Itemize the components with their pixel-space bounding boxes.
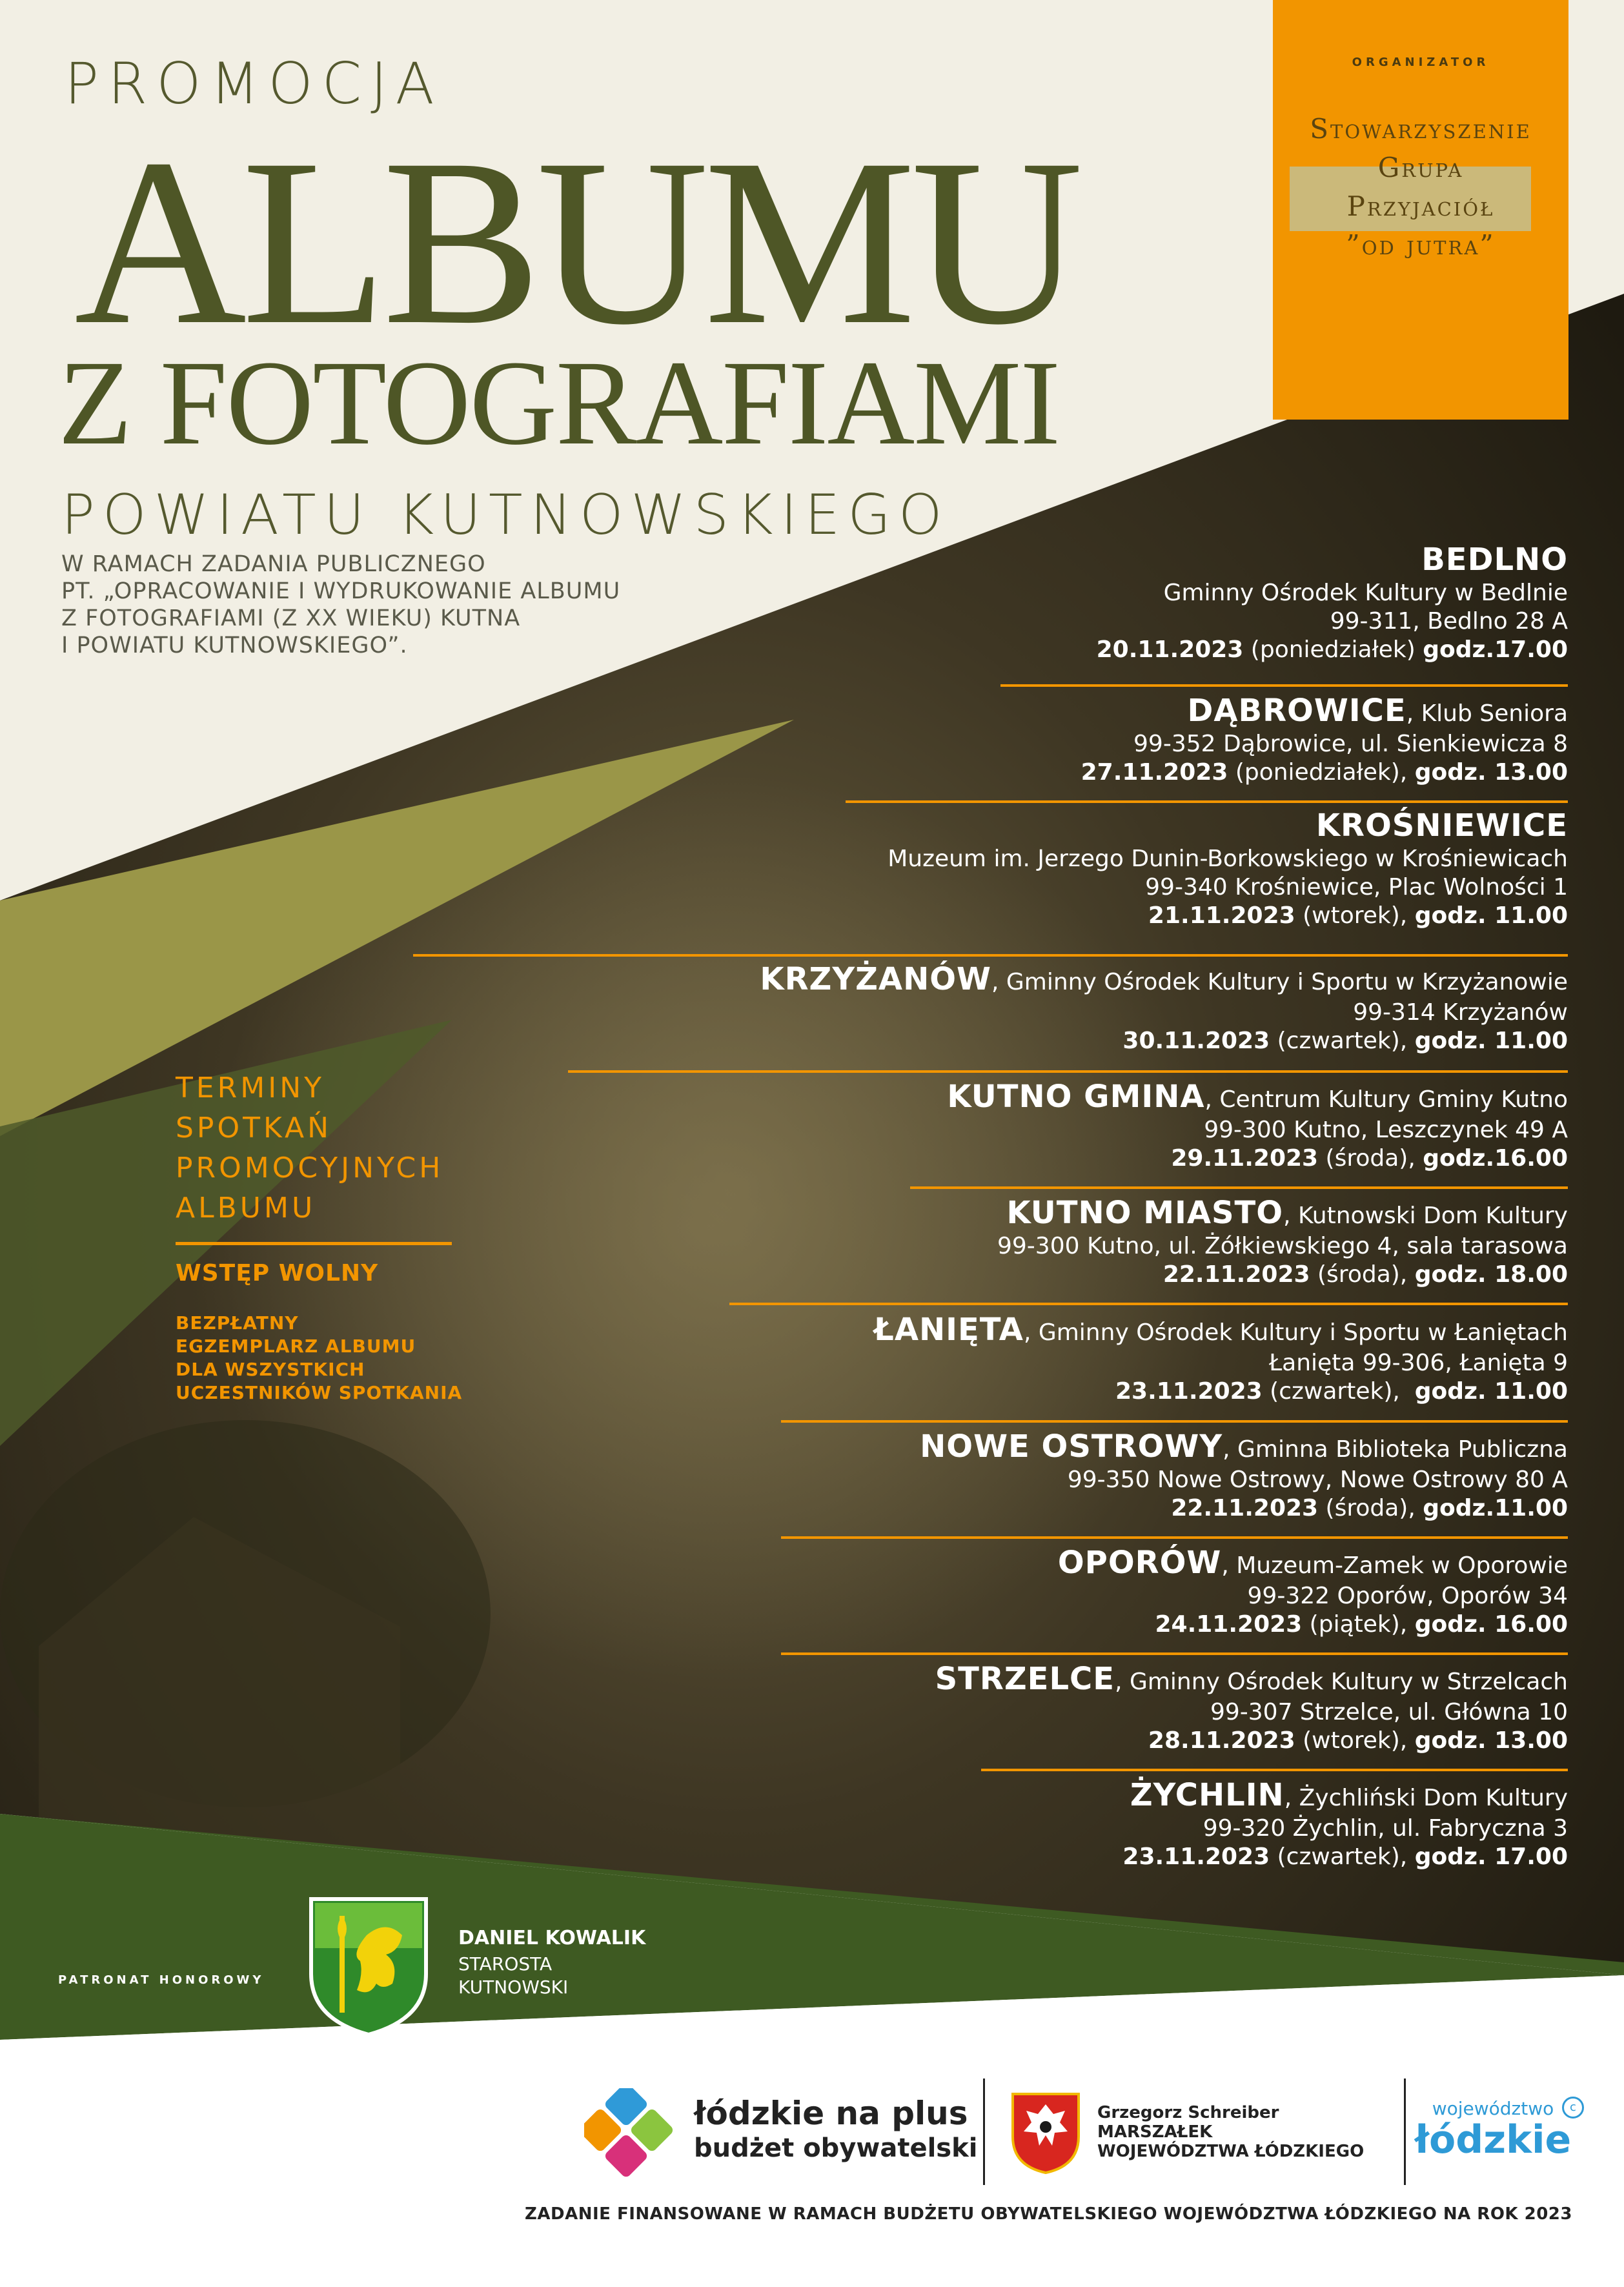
event-entry [471,1663,1568,1755]
event-separator [413,954,1568,957]
event-separator [781,1652,1568,1655]
voivodeship-coat-of-arms [1010,2091,1081,2175]
event-entry [471,963,1568,1055]
event-time: godz. 17.00 [1414,1844,1568,1870]
event-venue: , Gminny Ośrodek Kultury i Sportu w Łaniętach [1023,1319,1568,1346]
event-address: 99-352 Dąbrowice, ul. Sienkiewicza 8 [1133,731,1568,757]
event-separator [981,1769,1568,1771]
event-day: (czwartek), [1270,1028,1415,1054]
event-date: 30.11.2023 [1122,1028,1270,1054]
event-venue: Gminny Ośrodek Kultury w Bedlnie [1163,580,1568,606]
event-venue: , Gminny Ośrodek Kultury i Sportu w Krzyżanowie [991,969,1568,995]
event-separator [568,1070,1568,1073]
event-datetime [471,1144,1568,1173]
marshal-info: Grzegorz Schreiber MARSZAŁEK WOJEWÓDZTWA ŁÓDZKIEGO [1097,2103,1365,2161]
terminy-heading: TERMINY SPOTKAŃ PROMOCYJNYCH ALBUMU [176,1072,444,1225]
event-venue: Muzeum im. Jerzego Dunin-Borkowskiego w Krośniewicach [888,846,1568,872]
event-heading [471,963,1568,999]
event-time: godz.11.00 [1423,1495,1568,1521]
event-day: (środa), [1318,1495,1423,1521]
event-day: (środa), [1310,1261,1415,1288]
event-venue: , Klub Seniora [1406,700,1568,727]
event-datetime [471,1727,1568,1755]
event-datetime [471,1611,1568,1639]
event-datetime [471,1843,1568,1871]
event-entry [471,1081,1568,1173]
event-date: 21.11.2023 [1148,902,1295,929]
event-time: godz. 13.00 [1414,1727,1568,1754]
event-day: (piątek), [1302,1611,1415,1638]
event-separator [781,1536,1568,1539]
event-time: godz.16.00 [1423,1145,1568,1172]
event-entry [471,544,1568,664]
event-address: 99-322 Oporów, Oporów 34 [1247,1583,1568,1609]
event-address: 99-314 Krzyżanów [1353,999,1568,1026]
event-time: godz.17.00 [1423,636,1568,663]
event-heading [471,1314,1568,1349]
event-entry [471,1314,1568,1406]
event-datetime [471,1027,1568,1055]
event-day: (środa), [1318,1145,1423,1172]
event-datetime [471,1261,1568,1289]
event-heading [471,1663,1568,1698]
event-date: 22.11.2023 [1162,1261,1310,1288]
event-date: 29.11.2023 [1171,1145,1319,1172]
free-album-note: BEZPŁATNY EGZEMPLARZ ALBUMU DLA WSZYSTKICH UCZESTNIKÓW SPOTKANIA [176,1312,463,1403]
event-entry [471,809,1568,930]
footer-divider-1 [983,2079,985,2185]
event-datetime [471,902,1568,930]
event-venue: , Muzeum-Zamek w Oporowie [1221,1552,1568,1579]
event-venue: , Centrum Kultury Gminy Kutno [1204,1086,1568,1113]
event-address: 99-307 Strzelce, ul. Główna 10 [1210,1699,1568,1725]
event-venue: , Gminna Biblioteka Publiczna [1223,1436,1568,1463]
event-date: 28.11.2023 [1148,1727,1295,1754]
entry-free: WSTĘP WOLNY [176,1260,379,1286]
event-heading [471,1081,1568,1116]
funding-note: ZADANIE FINANSOWANE W RAMACH BUDŻETU OBYWATELSKIEGO WOJEWÓDZTWA ŁÓDZKIEGO NA ROK 2023 [525,2204,1572,2224]
event-heading [471,1430,1568,1466]
event-day: (wtorek), [1295,1727,1415,1754]
event-date: 23.11.2023 [1122,1844,1270,1870]
event-address: 99-320 Żychlin, ul. Fabryczna 3 [1203,1815,1568,1842]
event-time: godz. 13.00 [1414,759,1568,786]
title-promocja: PROMOCJA [65,50,443,117]
event-place: BEDLNO [1421,542,1568,578]
event-datetime [471,1494,1568,1523]
event-day: (wtorek), [1295,902,1415,929]
intro-text: W RAMACH ZADANIA PUBLICZNEGO PT. „OPRACOWANIE I WYDRUKOWANIE ALBUMU Z FOTOGRAFIAMI (Z XX WIEKU) KUTNA I POWIATU KUTNOWSKIEGO”. [61,551,621,658]
event-heading [471,809,1568,845]
event-entry [471,1779,1568,1871]
event-place: ŻYCHLIN [1130,1777,1284,1813]
event-heading [471,1547,1568,1582]
puzzle-logo [584,2088,675,2179]
event-datetime [471,636,1568,664]
event-separator [910,1186,1568,1189]
event-place: STRZELCE [935,1661,1115,1697]
event-entry [471,1547,1568,1639]
event-address: 99-300 Kutno, Leszczynek 49 A [1204,1117,1568,1143]
title-powiatu: POWIATU KUTNOWSKIEGO [61,483,950,547]
event-date: 22.11.2023 [1171,1495,1319,1521]
event-venue: , Kutnowski Dom Kultury [1283,1203,1568,1229]
event-place: OPORÓW [1057,1545,1222,1581]
event-time: godz. 11.00 [1414,902,1568,929]
patron-role: STAROSTA KUTNOWSKI [458,1953,569,1998]
wojewodztwo-logo: województwo łódzkie [1414,2098,1572,2162]
organizer-name: Stowarzyszenie Grupa Przyjaciół ”od jutra” [1310,113,1532,261]
lodzkie-na-plus: łódzkie na plus budżet obywatelski [694,2095,978,2163]
event-place: KROŚNIEWICE [1315,808,1568,844]
event-separator [729,1303,1568,1305]
event-address: 99-340 Krośniewice, Plac Wolności 1 [1145,874,1568,900]
event-place: NOWE OSTROWY [920,1428,1223,1465]
event-day: (czwartek), [1270,1844,1415,1870]
event-time: godz. 11.00 [1414,1378,1568,1405]
event-place: KUTNO MIASTO [1006,1195,1284,1231]
event-day: (poniedziałek) [1243,636,1423,663]
event-heading [471,695,1568,730]
event-address: 99-300 Kutno, ul. Żółkiewskiego 4, sala tarasowa [997,1233,1568,1259]
powiat-coat-of-arms [309,1896,429,2037]
event-place: KRZYŻANÓW [760,961,991,997]
event-heading [471,544,1568,579]
event-separator [846,800,1568,803]
event-time: godz. 11.00 [1414,1028,1568,1054]
event-address: Łanięta 99-306, Łanięta 9 [1268,1350,1568,1376]
event-separator [781,1420,1568,1423]
event-time: godz. 16.00 [1414,1611,1568,1638]
event-address: 99-350 Nowe Ostrowy, Nowe Ostrowy 80 A [1067,1467,1568,1493]
title-albumu: ALBUMU [74,110,1079,374]
event-venue: , Żychliński Dom Kultury [1284,1785,1568,1811]
event-entry [471,695,1568,787]
event-venue: , Gminny Ośrodek Kultury w Strzelcach [1115,1669,1568,1695]
copyright-icon: c [1562,2097,1584,2119]
event-time: godz. 18.00 [1414,1261,1568,1288]
event-separator [1000,684,1568,687]
event-address: 99-311, Bedlno 28 A [1330,608,1568,635]
patron-name: DANIEL KOWALIK [458,1927,646,1949]
event-datetime [471,758,1568,787]
organizer-label: ORGANIZATOR [1352,56,1490,69]
title-z-fotografiami: Z FOTOGRAFIAMI [58,335,1059,470]
event-date: 23.11.2023 [1115,1378,1263,1405]
event-heading [471,1779,1568,1814]
patron-label: PATRONAT HONOROWY [58,1973,265,1987]
terminy-divider [176,1242,452,1245]
event-date: 27.11.2023 [1081,759,1228,786]
event-date: 20.11.2023 [1096,636,1244,663]
event-heading [471,1197,1568,1232]
event-datetime [471,1377,1568,1406]
event-place: ŁANIĘTA [874,1312,1024,1348]
event-place: KUTNO GMINA [947,1079,1205,1115]
event-day: (czwartek), [1262,1378,1415,1405]
event-place: DĄBROWICE [1187,693,1406,729]
event-entry [471,1430,1568,1523]
event-date: 24.11.2023 [1155,1611,1303,1638]
event-day: (poniedziałek), [1228,759,1415,786]
event-entry [471,1197,1568,1289]
